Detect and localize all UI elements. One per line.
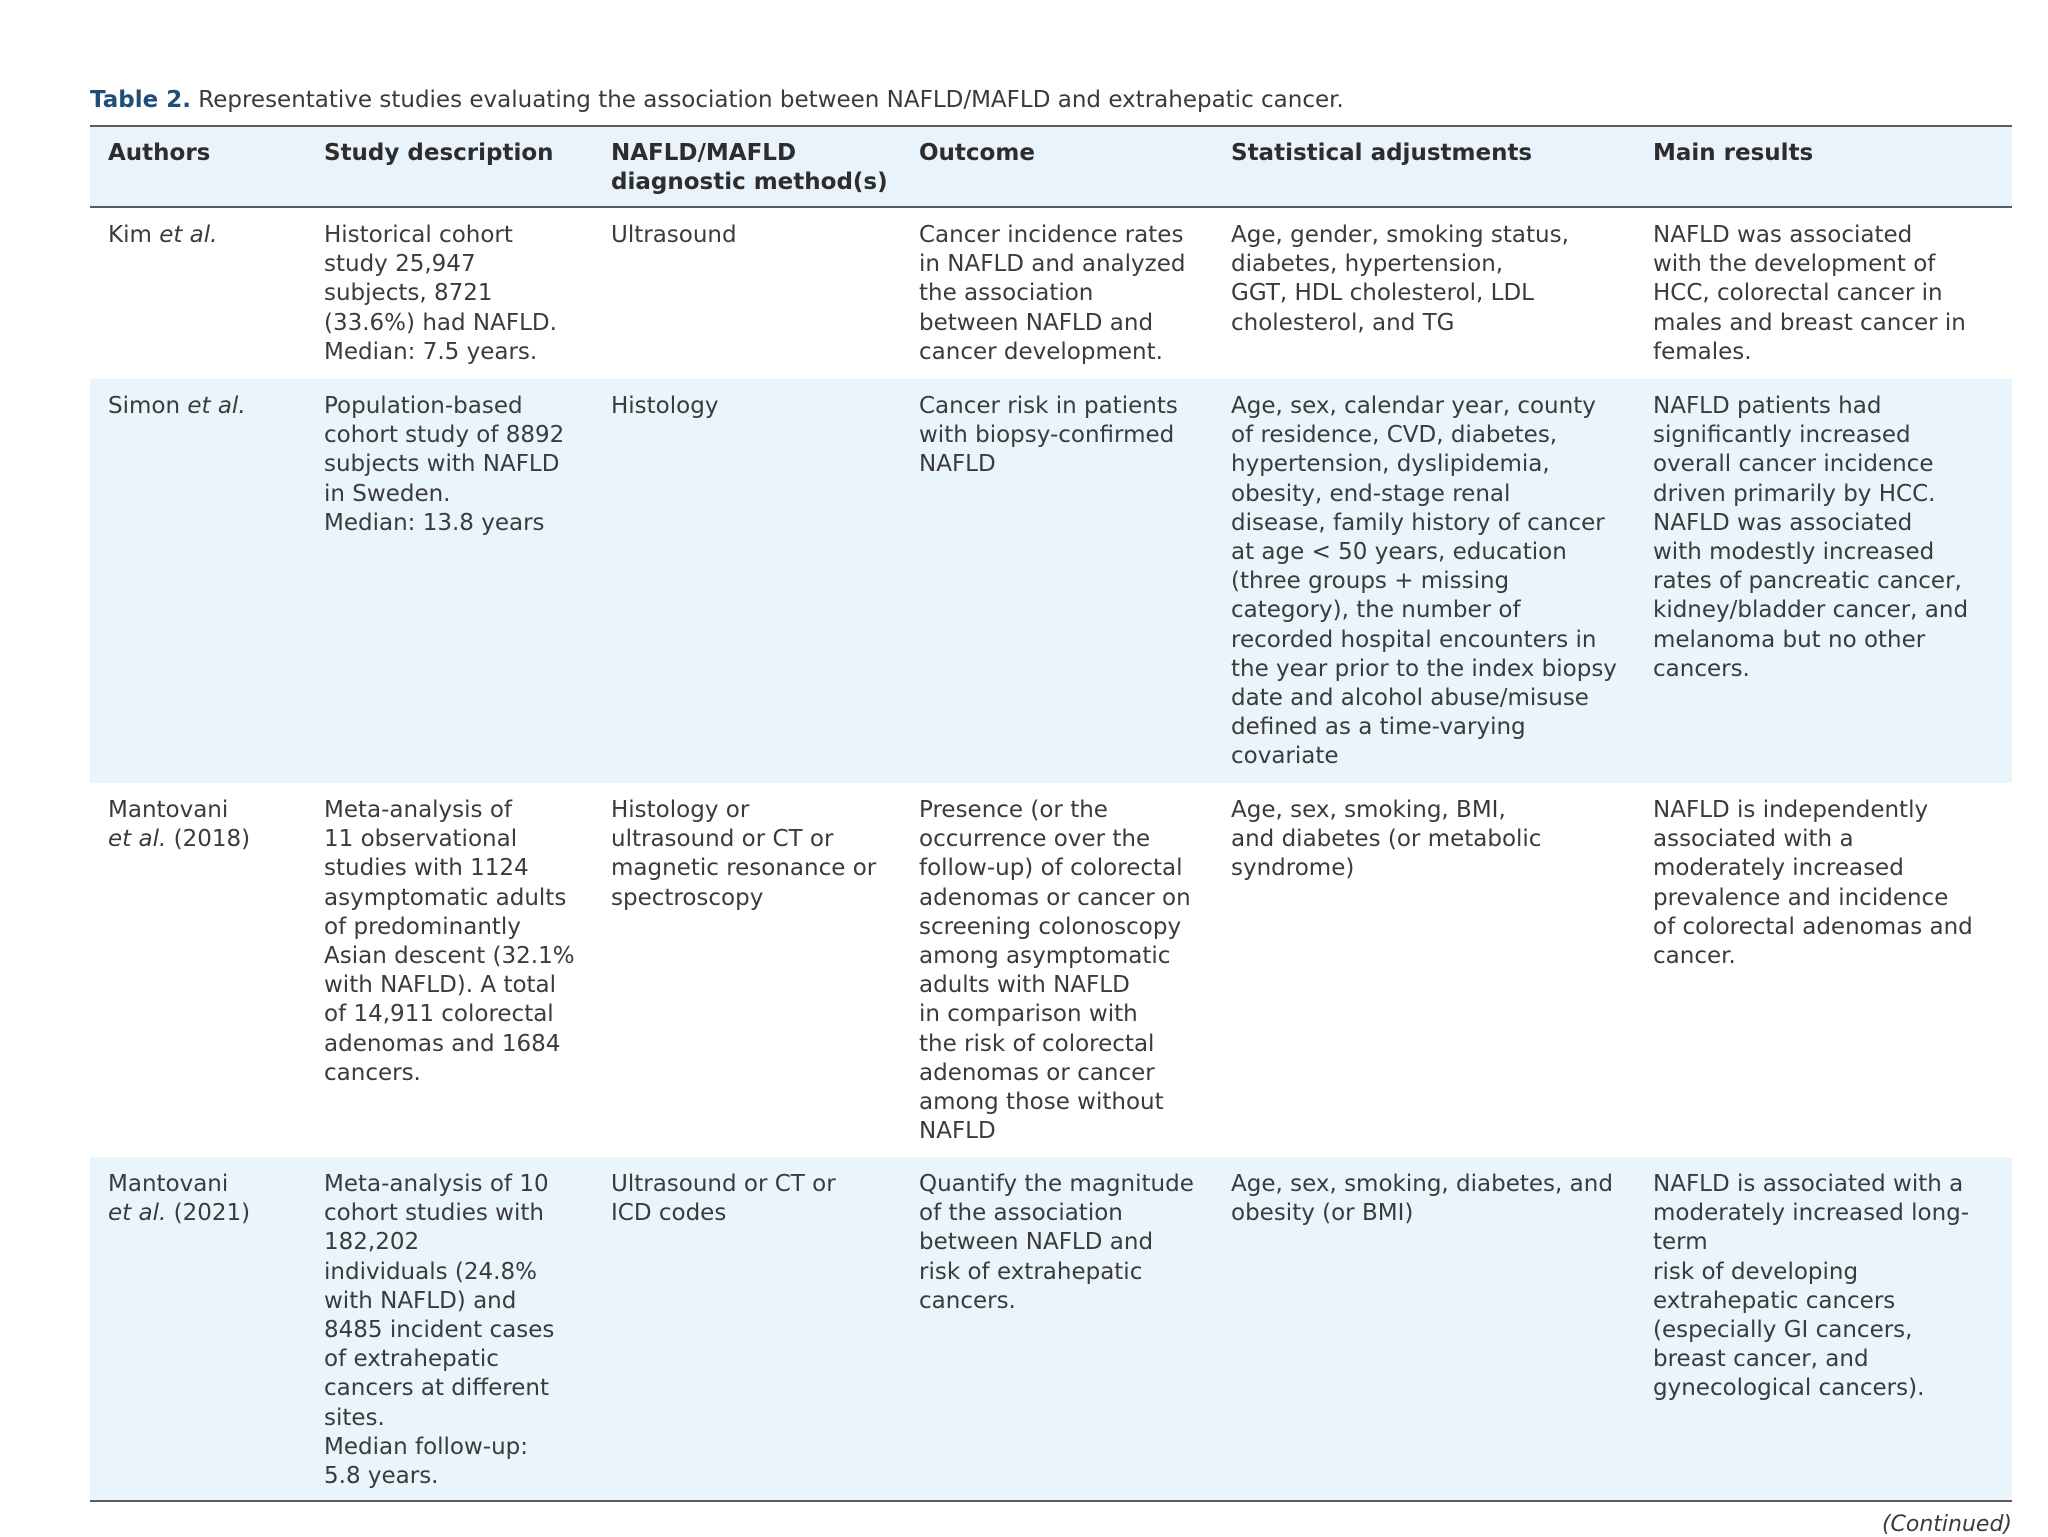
cell-statistical-adjustments: Age, sex, smoking, BMI, and diabetes (or metabolic syndrome) (1231, 797, 1542, 882)
header-authors: Authors (108, 140, 211, 166)
header-diagnostic-method: NAFLD/MAFLD diagnostic method(s) (611, 140, 888, 195)
cell-authors (90, 783, 306, 1157)
author-year: (2018) (166, 826, 251, 853)
cell-statistical-adjustments: Age, sex, calendar year, county of residence, CVD, diabetes, hypertension, dyslipidemia, obesity, end-stage renal disease, family history of cancer at age < 50 years, education (three groups + missing category), the number of recorded hospital encounters in the year prior to the index biopsy date and alcohol abuse/misuse defined as a time-varying covariate (1231, 393, 1617, 770)
table-caption (90, 84, 1344, 116)
author-name: Kim (108, 222, 160, 248)
author-name: Mantovani (108, 1171, 229, 1197)
author-name: Simon (108, 393, 188, 419)
cell-authors (90, 1157, 306, 1501)
author-year: (2021) (166, 1200, 251, 1227)
table-caption-text: Representative studies evaluating the association between NAFLD/MAFLD and extrahepatic cancer. (190, 87, 1344, 113)
cell-outcome: Cancer incidence rates in NAFLD and analyzed the association between NAFLD and cancer development. (919, 222, 1186, 365)
author-etal: et al. (108, 826, 167, 853)
table-caption-label: Table 2. (90, 87, 191, 113)
header-outcome: Outcome (919, 140, 1035, 166)
cell-main-results: NAFLD is independently associated with a moderately increased prevalence and incidence of colorectal adenomas and cancer. (1653, 797, 1973, 970)
cell-study-description: Historical cohort study 25,947 subjects, 8721 (33.6%) had NAFLD. Median: 7.5 years. (324, 222, 557, 365)
author-etal: et al. (159, 222, 218, 248)
studies-table (90, 125, 2012, 1502)
table-container (90, 125, 2012, 1502)
header-main-results: Main results (1653, 140, 1814, 166)
cell-statistical-adjustments: Age, sex, smoking, diabetes, and obesity (or BMI) (1231, 1171, 1613, 1227)
cell-main-results: NAFLD is associated with a moderately increased long- term risk of developing extrahepatic cancers (especially GI cancers, breast cancer, and gynecological cancers). (1653, 1171, 1970, 1402)
cell-main-results: NAFLD patients had significantly increased overall cancer incidence driven primarily by HCC. NAFLD was associated with modestly increased rates of pancreatic cancer, kidney/bladder cancer, and melanoma but no other cancers. (1653, 393, 1969, 682)
cell-study-description: Meta-analysis of 11 observational studies with 1124 asymptomatic adults of predominantly Asian descent (32.1% with NAFLD). A total of 14,911 colorectal adenomas and 1684 cancers. (324, 797, 575, 1086)
cell-outcome: Presence (or the occurrence over the follow-up) of colorectal adenomas or cancer on screening colonoscopy among asymptomatic adults with NAFLD in comparison with the risk of colorectal adenomas or cancer among those without NAFLD (919, 797, 1191, 1145)
cell-statistical-adjustments: Age, gender, smoking status, diabetes, hypertension, GGT, HDL cholesterol, LDL cholesterol, and TG (1231, 222, 1569, 336)
cell-main-results: NAFLD was associated with the development of HCC, colorectal cancer in males and breast cancer in females. (1653, 222, 1966, 365)
cell-authors (90, 207, 306, 379)
cell-study-description: Population-based cohort study of 8892 subjects with NAFLD in Sweden. Median: 13.8 years (324, 393, 565, 536)
cell-diagnostic-method: Histology (611, 393, 719, 419)
table-row (90, 1157, 2012, 1501)
table-row (90, 783, 2012, 1157)
cell-outcome: Quantify the magnitude of the association between NAFLD and risk of extrahepatic cancers. (919, 1171, 1194, 1314)
table-row (90, 207, 2012, 379)
cell-diagnostic-method: Histology or ultrasound or CT or magnetic resonance or spectroscopy (611, 797, 877, 911)
table-row (90, 379, 2012, 783)
author-etal: et al. (108, 1200, 167, 1227)
author-etal: et al. (187, 393, 246, 419)
header-statistical-adjustments: Statistical adjustments (1231, 140, 1533, 166)
continued-note: (Continued) (1881, 1512, 2012, 1537)
author-name: Mantovani (108, 797, 229, 823)
table-header-row (90, 126, 2012, 207)
cell-diagnostic-method: Ultrasound (611, 222, 737, 248)
cell-diagnostic-method: Ultrasound or CT or ICD codes (611, 1171, 836, 1227)
cell-outcome: Cancer risk in patients with biopsy-confirmed NAFLD (919, 393, 1178, 478)
cell-study-description: Meta-analysis of 10 cohort studies with 182,202 individuals (24.8% with NAFLD) and 8485 incident cases of extrahepatic cancers at different sites. Median follow-up: 5.8 years. (324, 1171, 555, 1490)
header-study-description: Study description (324, 140, 554, 166)
cell-authors (90, 379, 306, 783)
